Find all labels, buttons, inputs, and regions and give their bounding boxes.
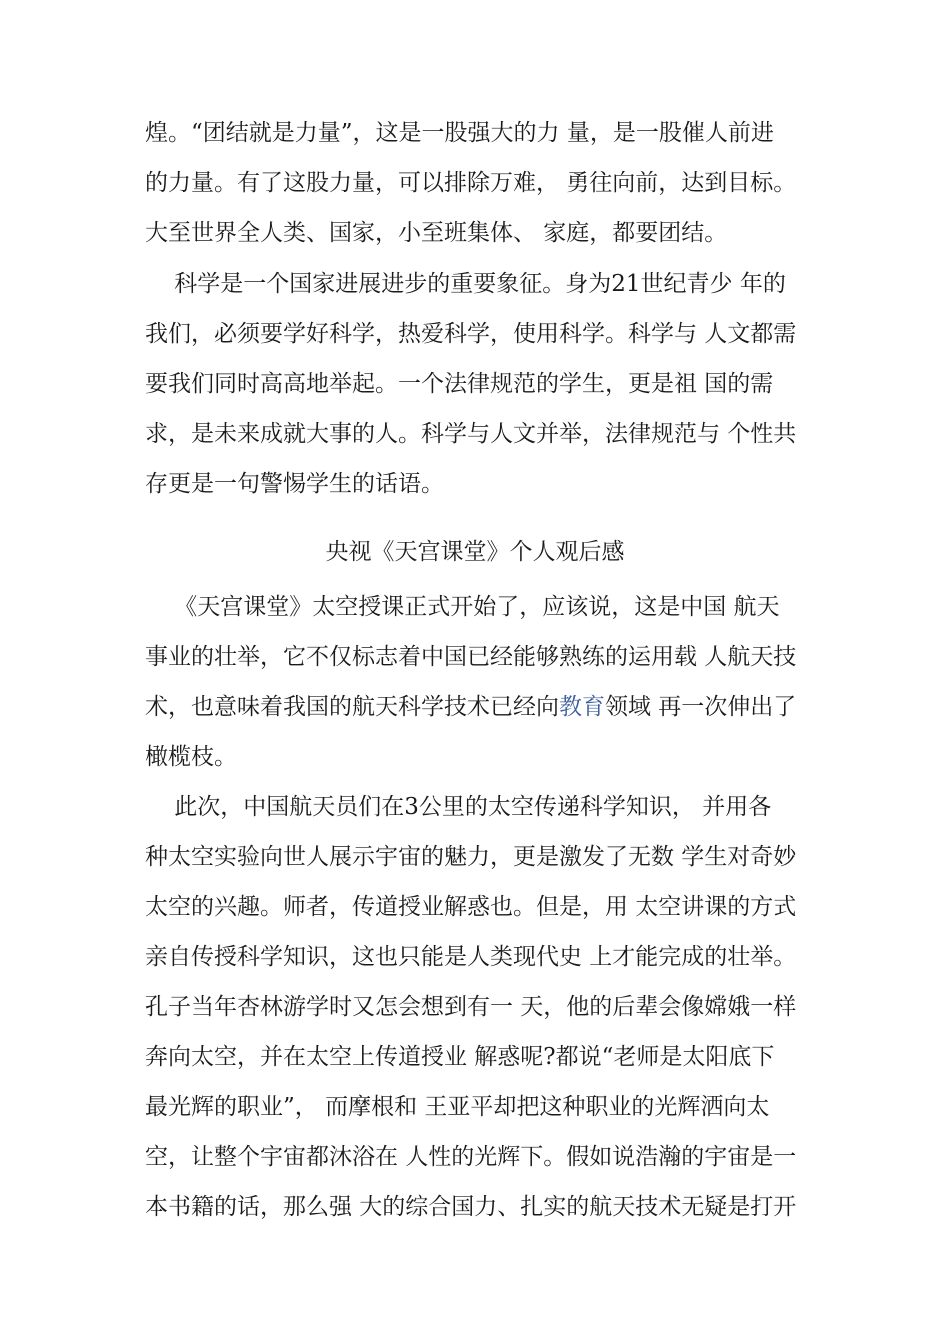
text-line: 我们，必须要学好科学，热爱科学，使用科学。科学与 人文都需 [145,321,797,347]
text-line: 最光辉的职业”， 而摩根和 王亚平却把这种职业的光辉洒向太 [145,1094,770,1120]
text-line: 煌。“团结就是力量”，这是一股强大的力 量，是一股催人前进 [145,120,774,146]
section-title: 央视《天宫课堂》个人观后感 [325,539,625,565]
paragraph-science [145,259,825,509]
education-link[interactable]: 教育 [559,694,605,720]
text-line [145,682,825,732]
text-line: 科学是一个国家进展进步的重要象征。身为21世纪青少 年的 [145,271,786,297]
text-line: 存更是一句警惕学生的话语。 [145,471,444,497]
text-line: 事业的壮举，它不仅标志着中国已经能够熟练的运用载 人航天技 [145,644,797,670]
paragraph-space-lesson [145,782,825,1232]
paragraph-tiangong-intro [145,582,825,782]
text-line: 奔向太空，并在太空上传道授业 解惑呢?都说“老师是太阳底下 [145,1044,775,1070]
text-line: 大至世界全人类、国家，小至班集体、 家庭，都要团结。 [145,220,728,246]
text-line: 求，是未来成就大事的人。科学与人文并举，法律规范与 个性共 [145,421,797,447]
text-segment: 术，也意味着我国的航天科学技术已经向 [145,694,559,720]
text-line: 亲自传授科学知识，这也只能是人类现代史 上才能完成的壮举。 [145,944,797,970]
text-line: 要我们同时高高地举起。一个法律规范的学生，更是祖 国的需 [145,371,774,397]
text-segment: 领域 再一次伸出了 [605,694,797,720]
text-line: 种太空实验向世人展示宇宙的魅力，更是激发了无数 学生对奇妙 [145,844,797,870]
text-line: 此次，中国航天员们在3公里的太空传递科学知识， 并用各 [145,794,772,820]
text-line: 的力量。有了这股力量，可以排除万难， 勇往向前，达到目标。 [145,170,797,196]
paragraph-unity [145,108,825,258]
text-line: 太空的兴趣。师者，传道授业解惑也。但是，用 太空讲课的方式 [145,894,797,920]
text-line: 孔子当年杏林游学时又怎会想到有一 天，他的后辈会像嫦娥一样 [145,994,797,1020]
text-line: 空，让整个宇宙都沐浴在 人性的光辉下。假如说浩瀚的宇宙是一 [145,1144,797,1170]
text-line: 本书籍的话，那么强 大的综合国力、扎实的航天技术无疑是打开 [145,1194,797,1220]
text-line: 《天宫课堂》太空授课正式开始了，应该说，这是中国 航天 [145,594,780,620]
text-line: 橄榄枝。 [145,744,237,770]
